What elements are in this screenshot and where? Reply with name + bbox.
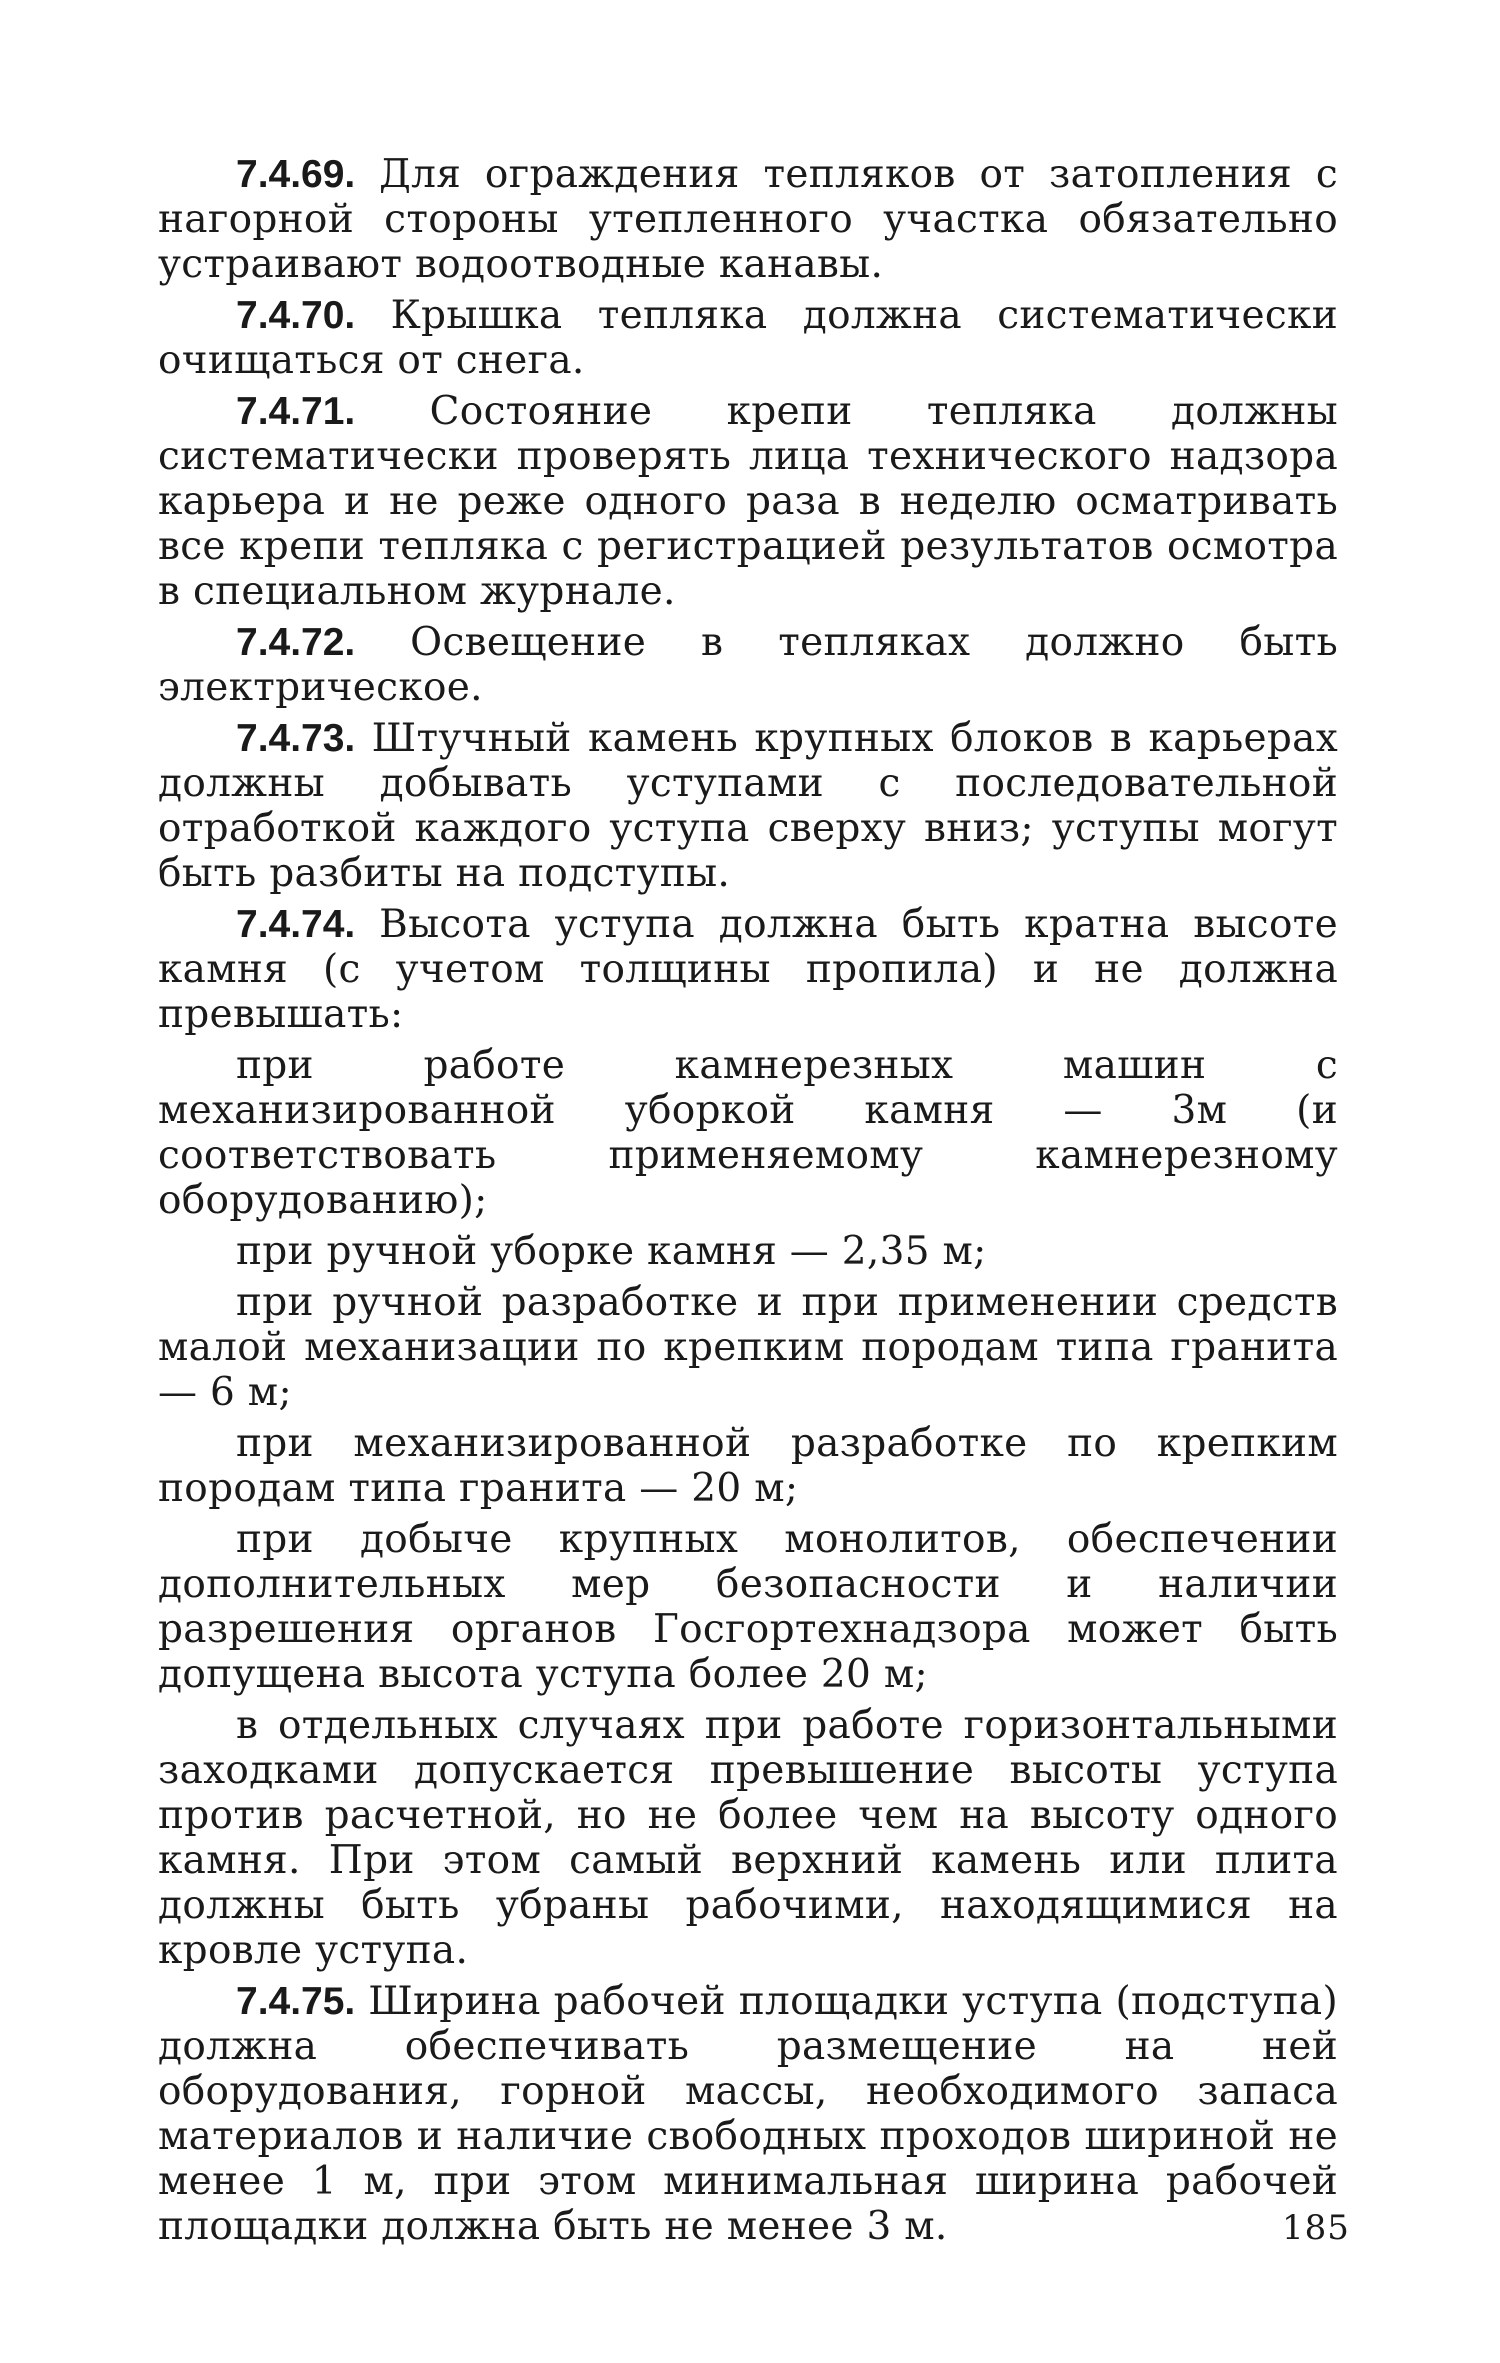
clause-number: 7.4.72. — [236, 621, 356, 664]
height-limit-item: при механизированной разработке по крепким породам типа гранита — 20 м; — [158, 1421, 1338, 1511]
clause-number: 7.4.73. — [236, 717, 356, 760]
clause-text: Ширина рабочей площадки уступа (подступа) должна обеспечивать размещение на ней оборудования, горной массы, необходимого запаса материалов и наличие свободных проходов шириной не менее 1 м, при этом минимальная ширина рабочей площадки должна быть не менее 3 м. — [158, 1979, 1338, 2249]
clause-number: 7.4.71. — [236, 390, 356, 433]
clause-7-4-75 — [158, 1979, 1338, 2249]
clause-7-4-72 — [158, 620, 1338, 710]
page-body — [158, 152, 1338, 2255]
height-limit-item: в отдельных случаях при работе горизонтальными заходками допускается превышение высоты уступа против расчетной, но не более чем на высоту одного камня. При этом самый верхний камень или плита должны быть убраны рабочими, находящимися на кровле уступа. — [158, 1703, 1338, 1973]
clause-text: Состояние крепи тепляка должны систематически проверять лица технического надзора карьера и не реже одного раза в неделю осматривать все крепи тепляка с регистрацией результатов осмотра в специальном журнале. — [158, 389, 1338, 614]
clause-text: Для ограждения тепляков от затопления с нагорной стороны утепленного участка обязательно устраивают водоотводные канавы. — [158, 152, 1338, 287]
clause-text: Штучный камень крупных блоков в карьерах должны добывать уступами с последовательной отработкой каждого уступа сверху вниз; уступы могут быть разбиты на подступы. — [158, 716, 1338, 896]
clause-7-4-69 — [158, 152, 1338, 287]
clause-number: 7.4.70. — [236, 294, 356, 337]
clause-number: 7.4.74. — [236, 903, 356, 946]
clause-text: Освещение в тепляках должно быть электрическое. — [158, 620, 1338, 710]
clause-7-4-71 — [158, 389, 1338, 614]
height-limit-item: при ручной разработке и при применении средств малой механизации по крепким породам типа гранита — 6 м; — [158, 1280, 1338, 1415]
clause-7-4-70 — [158, 293, 1338, 383]
clause-7-4-73 — [158, 716, 1338, 896]
clause-number: 7.4.75. — [236, 1980, 356, 2023]
clause-number: 7.4.69. — [236, 153, 356, 196]
page-number: 185 — [1282, 2208, 1350, 2248]
height-limit-item: при работе камнерезных машин с механизированной уборкой камня — 3м (и соответствовать применяемому камнерезному оборудованию); — [158, 1043, 1338, 1223]
height-limit-item: при добыче крупных монолитов, обеспечении дополнительных мер безопасности и наличии разрешения органов Госгортехнадзора может быть допущена высота уступа более 20 м; — [158, 1517, 1338, 1697]
clause-text: Высота уступа должна быть кратна высоте камня (с учетом толщины пропила) и не должна превышать: — [158, 902, 1338, 1037]
height-limit-item: при ручной уборке камня — 2,35 м; — [236, 1229, 987, 1274]
clause-7-4-74 — [158, 902, 1338, 1037]
clause-text: Крышка тепляка должна систематически очищаться от снега. — [158, 293, 1338, 383]
